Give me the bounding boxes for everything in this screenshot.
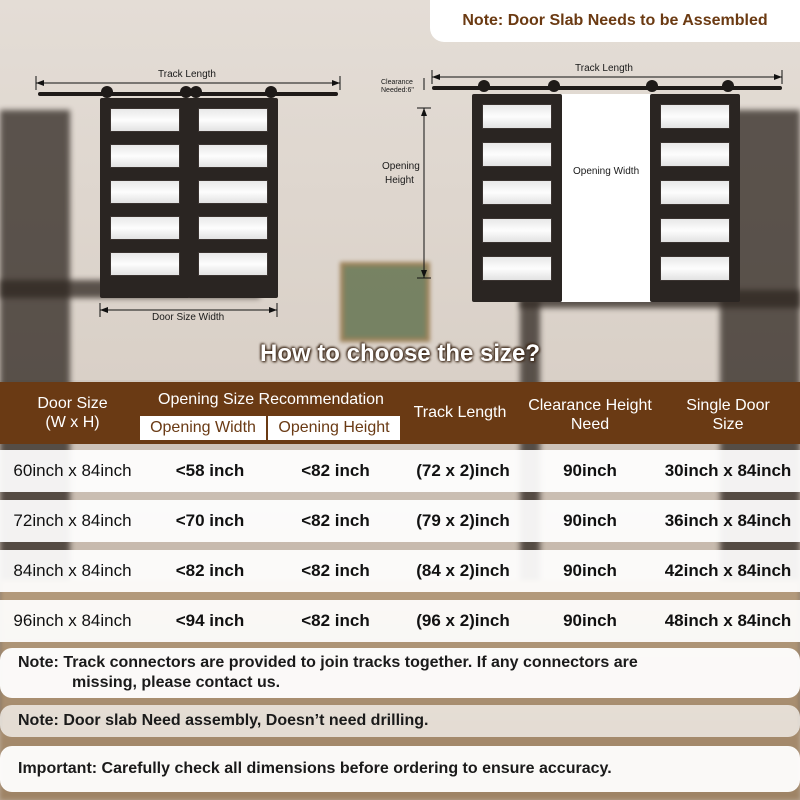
opening-height-label-line1: Opening <box>382 161 420 172</box>
right-roller-4 <box>722 80 734 92</box>
left-roller-4 <box>265 86 277 98</box>
left-roller-1 <box>101 86 113 98</box>
cell-track-length: (96 x 2)inch <box>416 611 510 630</box>
glass-pane <box>198 252 268 276</box>
cell-single-door: 36inch x 84inch <box>664 511 792 530</box>
header-opening-width: Opening Width <box>140 416 266 440</box>
opening-height-label-line2: Height <box>385 175 414 186</box>
glass-pane <box>110 180 180 204</box>
assembly-note <box>0 705 800 737</box>
glass-pane <box>482 218 552 243</box>
right-track-length-label: Track Length <box>575 63 633 74</box>
cell-single-door: 42inch x 84inch <box>664 561 792 580</box>
assembly-note-text: Note: Door slab Need assembly, Doesn’t need drilling. <box>18 712 429 729</box>
left-door-panel-a <box>100 98 190 298</box>
cell-door-size: 96inch x 84inch <box>13 611 132 630</box>
glass-pane <box>482 256 552 281</box>
glass-pane <box>198 216 268 240</box>
cell-track-length: (84 x 2)inch <box>416 561 510 580</box>
cell-clearance: 90inch <box>563 611 617 630</box>
glass-pane <box>482 142 552 167</box>
glass-pane <box>482 104 552 129</box>
glass-pane <box>110 252 180 276</box>
connectors-note-line2: missing, please contact us. <box>72 674 281 691</box>
important-note <box>0 746 800 792</box>
header-clearance-line1: Clearance Height <box>528 397 652 414</box>
connectors-note-line1: Note: Track connectors are provided to join tracks together. If any connectors are <box>18 654 638 671</box>
glass-pane <box>660 180 730 205</box>
header-opening-recommendation: Opening Size Recommendation <box>158 391 384 408</box>
glass-pane <box>660 104 730 129</box>
cell-opening-width: <82 inch <box>175 561 245 580</box>
cell-door-size: 60inch x 84inch <box>13 461 132 480</box>
table-row <box>0 450 800 492</box>
clearance-label-line1: Clearance <box>381 79 413 86</box>
header-opening-height: Opening Height <box>268 416 400 440</box>
connectors-note <box>0 648 800 698</box>
table-row <box>0 500 800 542</box>
header-track-length: Track Length <box>413 404 507 421</box>
header-single-door-line1: Single Door <box>686 397 770 414</box>
glass-pane <box>198 144 268 168</box>
cell-opening-height: <82 inch <box>301 461 370 480</box>
cell-opening-width: <58 inch <box>175 461 245 480</box>
cell-opening-width: <94 inch <box>175 611 245 630</box>
door-diagram <box>0 50 800 340</box>
cell-opening-width: <70 inch <box>175 511 245 530</box>
glass-pane <box>110 144 180 168</box>
cell-opening-height: <82 inch <box>301 561 370 580</box>
important-note-text: Important: Carefully check all dimensions before ordering to ensure accuracy. <box>18 760 612 777</box>
cell-door-size: 84inch x 84inch <box>13 561 132 580</box>
cell-opening-height: <82 inch <box>301 611 370 630</box>
header-door-size-line2: (W x H) <box>45 414 100 431</box>
cell-track-length: (72 x 2)inch <box>416 461 510 480</box>
right-roller-2 <box>548 80 560 92</box>
left-track-length-label: Track Length <box>158 69 216 80</box>
right-door-panel-a <box>472 94 562 302</box>
cell-clearance: 90inch <box>563 511 617 530</box>
glass-pane <box>482 180 552 205</box>
header-clearance-line2: Need <box>570 416 610 433</box>
header-door-size-line1: Door Size <box>37 395 108 412</box>
left-door-panel-b <box>188 98 278 298</box>
glass-pane <box>660 142 730 167</box>
header-single-door-line2: Size <box>712 416 744 433</box>
door-opening <box>560 94 652 302</box>
door-size-width-label: Door Size Width <box>152 312 225 323</box>
assembly-top-note: Note: Door Slab Needs to be Assembled <box>430 0 800 42</box>
glass-pane <box>660 218 730 243</box>
cell-clearance: 90inch <box>563 561 617 580</box>
clearance-label-line2: Needed:6" <box>381 87 414 94</box>
left-roller-3 <box>190 86 202 98</box>
glass-pane <box>110 216 180 240</box>
cell-clearance: 90inch <box>563 461 617 480</box>
table-row <box>0 550 800 592</box>
opening-width-label: Opening Width <box>573 166 640 177</box>
size-guide-heading: How to choose the size? <box>259 340 541 367</box>
glass-pane <box>198 180 268 204</box>
right-roller-1 <box>478 80 490 92</box>
cell-track-length: (79 x 2)inch <box>416 511 510 530</box>
cell-single-door: 48inch x 84inch <box>664 611 792 630</box>
size-table-header <box>0 382 800 444</box>
right-door-panel-b <box>650 94 740 302</box>
glass-pane <box>110 108 180 132</box>
glass-pane <box>198 108 268 132</box>
cell-single-door: 30inch x 84inch <box>664 461 792 480</box>
right-roller-3 <box>646 80 658 92</box>
cell-opening-height: <82 inch <box>301 511 370 530</box>
cell-door-size: 72inch x 84inch <box>13 511 132 530</box>
table-row <box>0 600 800 642</box>
glass-pane <box>660 256 730 281</box>
